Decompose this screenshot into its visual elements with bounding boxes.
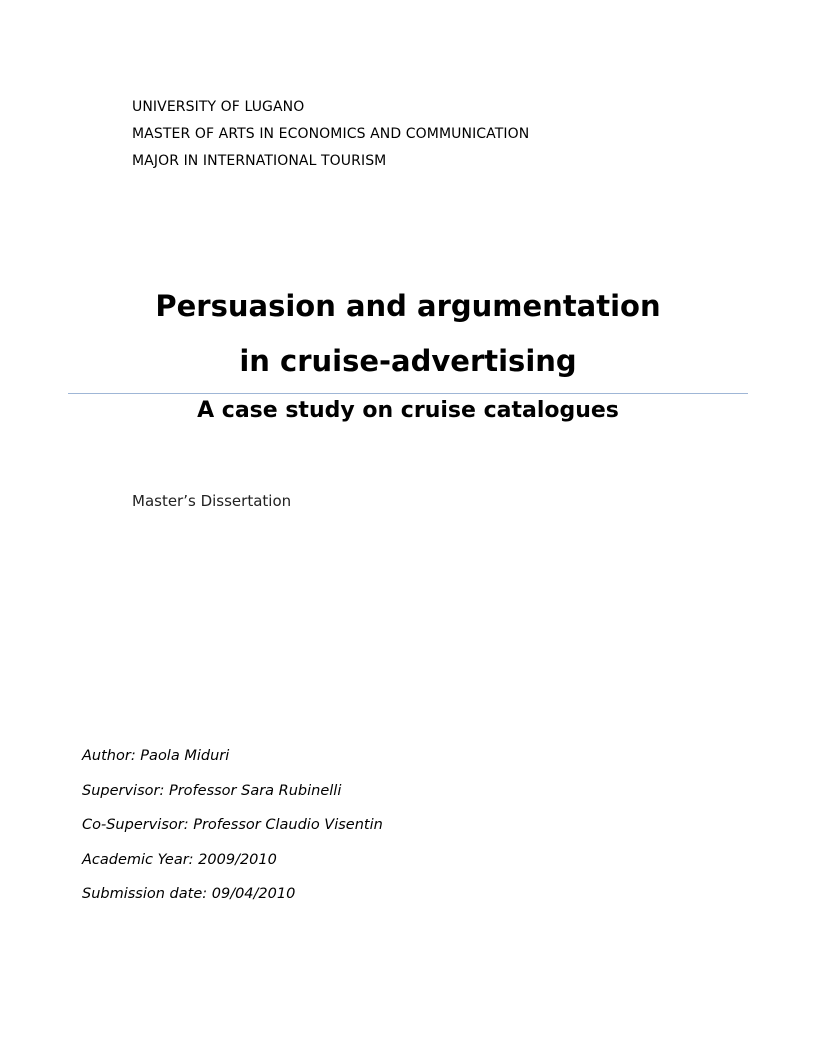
institution-header	[132, 94, 529, 175]
submission-date-line: Submission date: 09/04/2010	[82, 886, 296, 902]
supervisor-line: Supervisor: Professor Sara Rubinelli	[82, 782, 342, 799]
co-supervisor-line: Co-Supervisor: Professor Claudio Visentin	[82, 817, 383, 833]
title-line-1: Persuasion and argumentation	[155, 289, 661, 323]
title-line-2: in cruise-advertising	[239, 344, 577, 378]
subtitle: A case study on cruise catalogues	[197, 398, 619, 423]
program-name: MASTER OF ARTS IN ECONOMICS AND COMMUNICATION	[132, 126, 530, 142]
document-type: Master’s Dissertation	[132, 492, 292, 510]
university-name: UNIVERSITY OF LUGANO	[132, 99, 305, 115]
major-name: MAJOR IN INTERNATIONAL TOURISM	[132, 153, 387, 169]
title-divider	[68, 393, 748, 394]
author-line: Author: Paola Miduri	[82, 748, 230, 764]
dissertation-details	[82, 746, 383, 919]
academic-year-line: Academic Year: 2009/2010	[82, 851, 277, 868]
